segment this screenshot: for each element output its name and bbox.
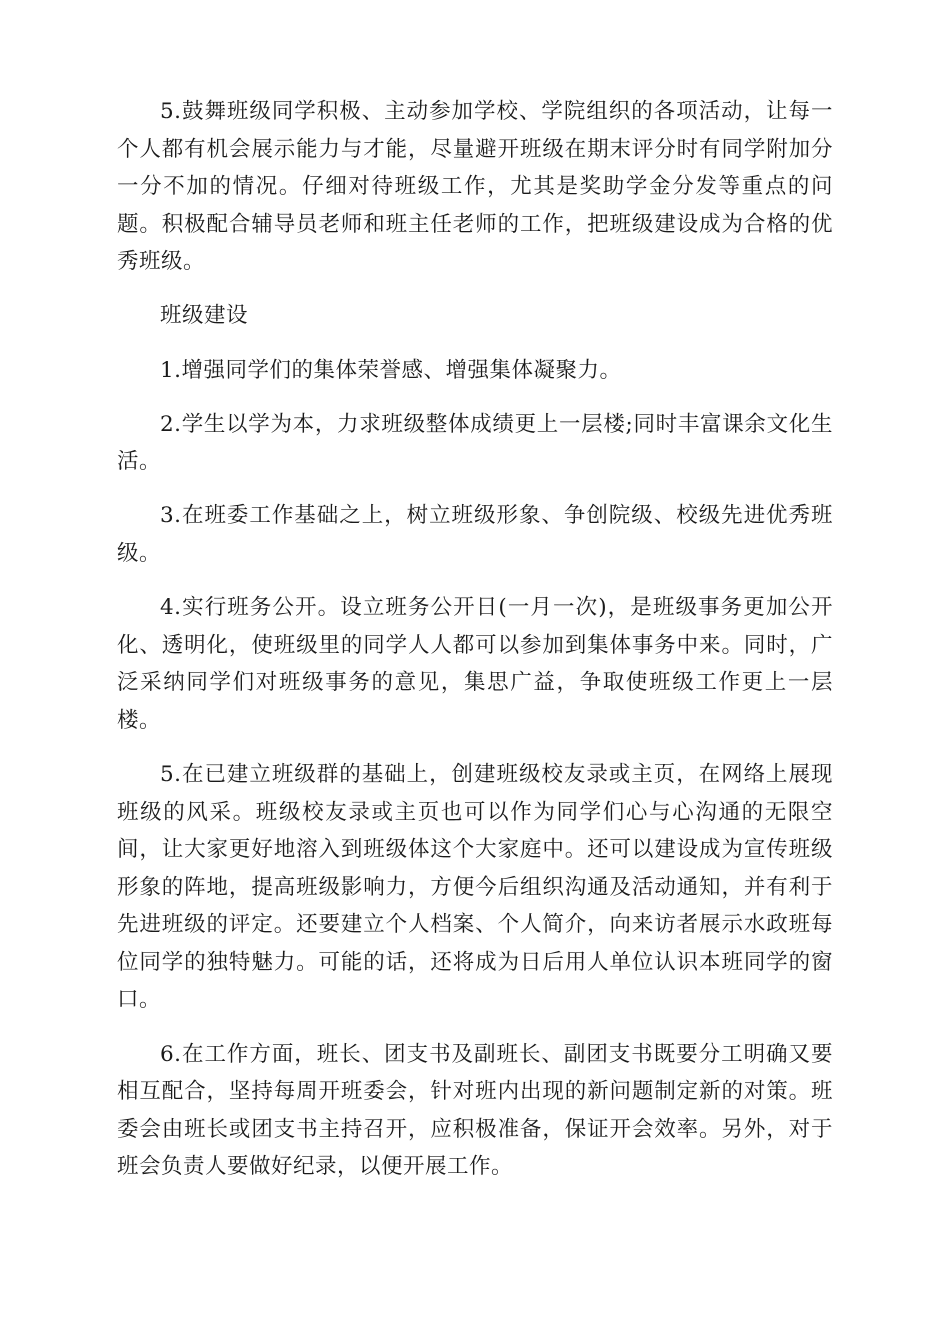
section-heading-class-building: 班级建设 <box>160 303 249 329</box>
paragraph-item-4-open-affairs: 4.实行班务公开。设立班务公开日(一月一次)，是班级事务更加公开化、透明化，使班级里的同学人人都可以参加到集体事务中来。同时，广泛采纳同学们对班级事务的意见，集思广益，争取使班级工作更上一层楼。 <box>117 595 833 733</box>
document-page <box>117 93 833 1186</box>
paragraph-item-1-honor: 1.增强同学们的集体荣誉感、增强集体凝聚力。 <box>160 357 622 383</box>
paragraph-item-3-image: 3.在班委工作基础之上，树立班级形象、争创院级、校级先进优秀班级。 <box>117 503 833 566</box>
paragraph-item-5-alumni-page: 5.在已建立班级群的基础上，创建班级校友录或主页，在网络上展现班级的风采。班级校友录或主页也可以作为同学们心与心沟通的无限空间，让大家更好地溶入到班级体这个大家庭中。还可以建设成为宣传班级形象的阵地，提高班级影响力，方便今后组织沟通及活动通知，并有利于先进班级的评定。还要建立个人档案、个人简介，向来访者展示水政班每位同学的独特魅力。可能的话，还将成为日后用人单位认识本班同学的窗口。 <box>117 761 833 1013</box>
paragraph-item-6-work: 6.在工作方面，班长、团支书及副班长、副团支书既要分工明确又要相互配合，坚持每周开班委会，针对班内出现的新问题制定新的对策。班委会由班长或团支书主持召开，应积极准备，保证开会效率。另外，对于班会负责人要做好纪录，以便开展工作。 <box>117 1041 833 1180</box>
paragraph-item-5-encourage-activities: 5.鼓舞班级同学积极、主动参加学校、学院组织的各项活动，让每一个人都有机会展示能力与才能，尽量避开班级在期末评分时有同学附加分一分不加的情况。仔细对待班级工作，尤其是奖助学金分发等重点的问题。积极配合辅导员老师和班主任老师的工作，把班级建设成为合格的优秀班级。 <box>117 99 833 275</box>
paragraph-item-2-study: 2.学生以学为本，力求班级整体成绩更上一层楼;同时丰富课余文化生活。 <box>117 411 833 475</box>
